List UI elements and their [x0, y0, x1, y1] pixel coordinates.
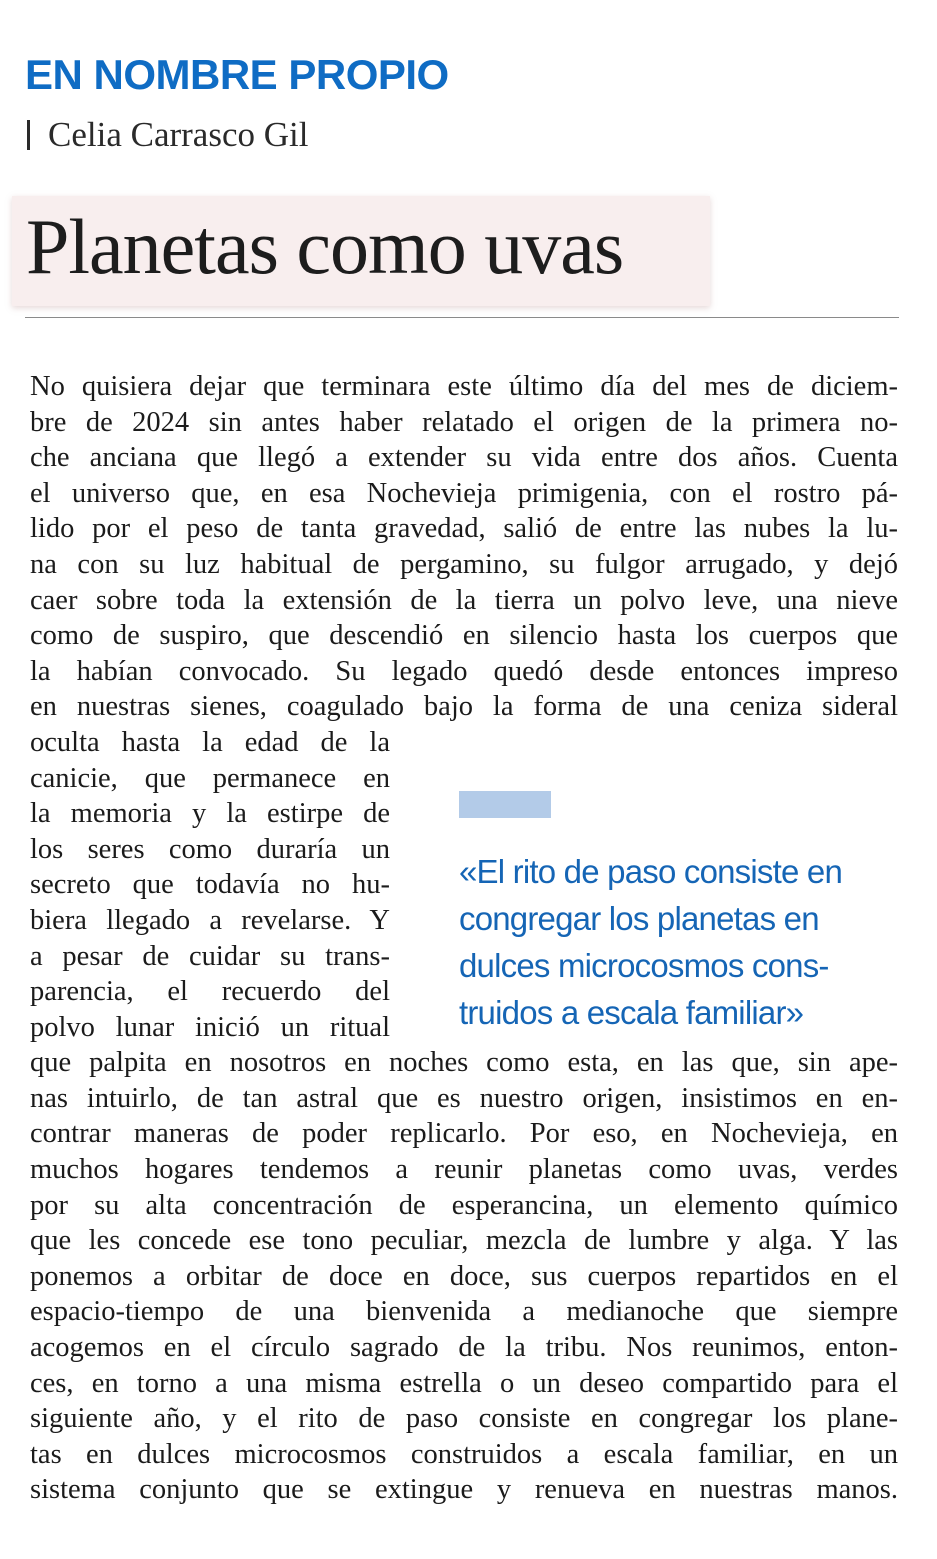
article-line: tas en dulces microcosmos construidos a escala familiar, en un [30, 1438, 898, 1470]
article-line: bre de 2024 sin antes haber relatado el origen de la primera no- [30, 406, 898, 438]
section-title: EN NOMBRE PROPIO [25, 51, 449, 98]
article-line: contrar maneras de poder replicarlo. Por eso, en Nochevieja, en [30, 1118, 898, 1150]
article-line: caer sobre toda la extensión de la tierra un polvo leve, una nieve [30, 584, 898, 616]
article-line: la memoria y la estirpe de [30, 798, 390, 830]
pull-quote-line: «El rito de paso consiste en [459, 853, 843, 890]
article-line: nas intuirlo, de tan astral que es nuestro origen, insistimos en en- [30, 1082, 898, 1114]
article-line: canicie, que permanece en [30, 762, 390, 794]
article-line: siguiente año, y el rito de paso consiste en congregar los plane- [30, 1403, 898, 1435]
article-line: que les concede ese tono peculiar, mezcla de lumbre y alga. Y las [30, 1225, 898, 1257]
headline-rule [25, 317, 899, 318]
article-line: como de suspiro, que descendió en silencio hasta los cuerpos que [30, 620, 898, 652]
pull-quote-line: congregar los planetas en [459, 900, 819, 937]
article-line: polvo lunar inició un ritual [30, 1011, 390, 1043]
article-line: secreto que todavía no hu- [30, 869, 390, 901]
article-line: che anciana que llegó a extender su vida entre dos años. Cuenta [30, 442, 898, 474]
article-line: que palpita en nosotros en noches como esta, en las que, sin ape- [30, 1047, 898, 1079]
article-line: el universo que, en esa Nochevieja primigenia, con el rostro pá- [30, 477, 898, 509]
article-line: espacio-tiempo de una bienvenida a medianoche que siempre [30, 1296, 898, 1328]
article-line: lido por el peso de tanta gravedad, salió de entre las nubes la lu- [30, 513, 898, 545]
pull-quote-line: dulces microcosmos cons- [459, 947, 829, 984]
pull-quote-line: truidos a escala familiar» [459, 994, 804, 1031]
article-line: sistema conjunto que se extingue y renueva en nuestras manos. [30, 1474, 898, 1506]
article-line: muchos hogares tendemos a reunir planetas como uvas, verdes [30, 1154, 898, 1186]
author-name: Celia Carrasco Gil [48, 115, 309, 154]
article-line: en nuestras sienes, coagulado bajo la forma de una ceniza sideral [30, 691, 898, 723]
article-line: la habían convocado. Su legado quedó desde entonces impreso [30, 655, 898, 687]
byline-divider [27, 120, 30, 150]
article-line: acogemos en el círculo sagrado de la tribu. Nos reunimos, enton- [30, 1332, 898, 1364]
article-line: No quisiera dejar que terminara este último día del mes de diciem- [30, 371, 898, 402]
article-line: biera llegado a revelarse. Y [30, 904, 390, 936]
article-line: ponemos a orbitar de doce en doce, sus cuerpos repartidos en el [30, 1260, 898, 1292]
article-line: parencia, el recuerdo del [30, 976, 390, 1008]
article-line: ces, en torno a una misma estrella o un deseo compartido para el [30, 1367, 898, 1399]
article-line: por su alta concentración de esperancina, un elemento químico [30, 1189, 898, 1221]
pull-quote [459, 848, 879, 1036]
byline [27, 116, 308, 155]
article-line: oculta hasta la edad de la [30, 726, 390, 758]
article-line: los seres como duraría un [30, 833, 390, 865]
article-line: a pesar de cuidar su trans- [30, 940, 390, 972]
article-line: na con su luz habitual de pergamino, su fulgor arrugado, y dejó [30, 548, 898, 580]
pull-quote-marker [459, 791, 551, 818]
headline: Planetas como uvas [26, 203, 624, 290]
